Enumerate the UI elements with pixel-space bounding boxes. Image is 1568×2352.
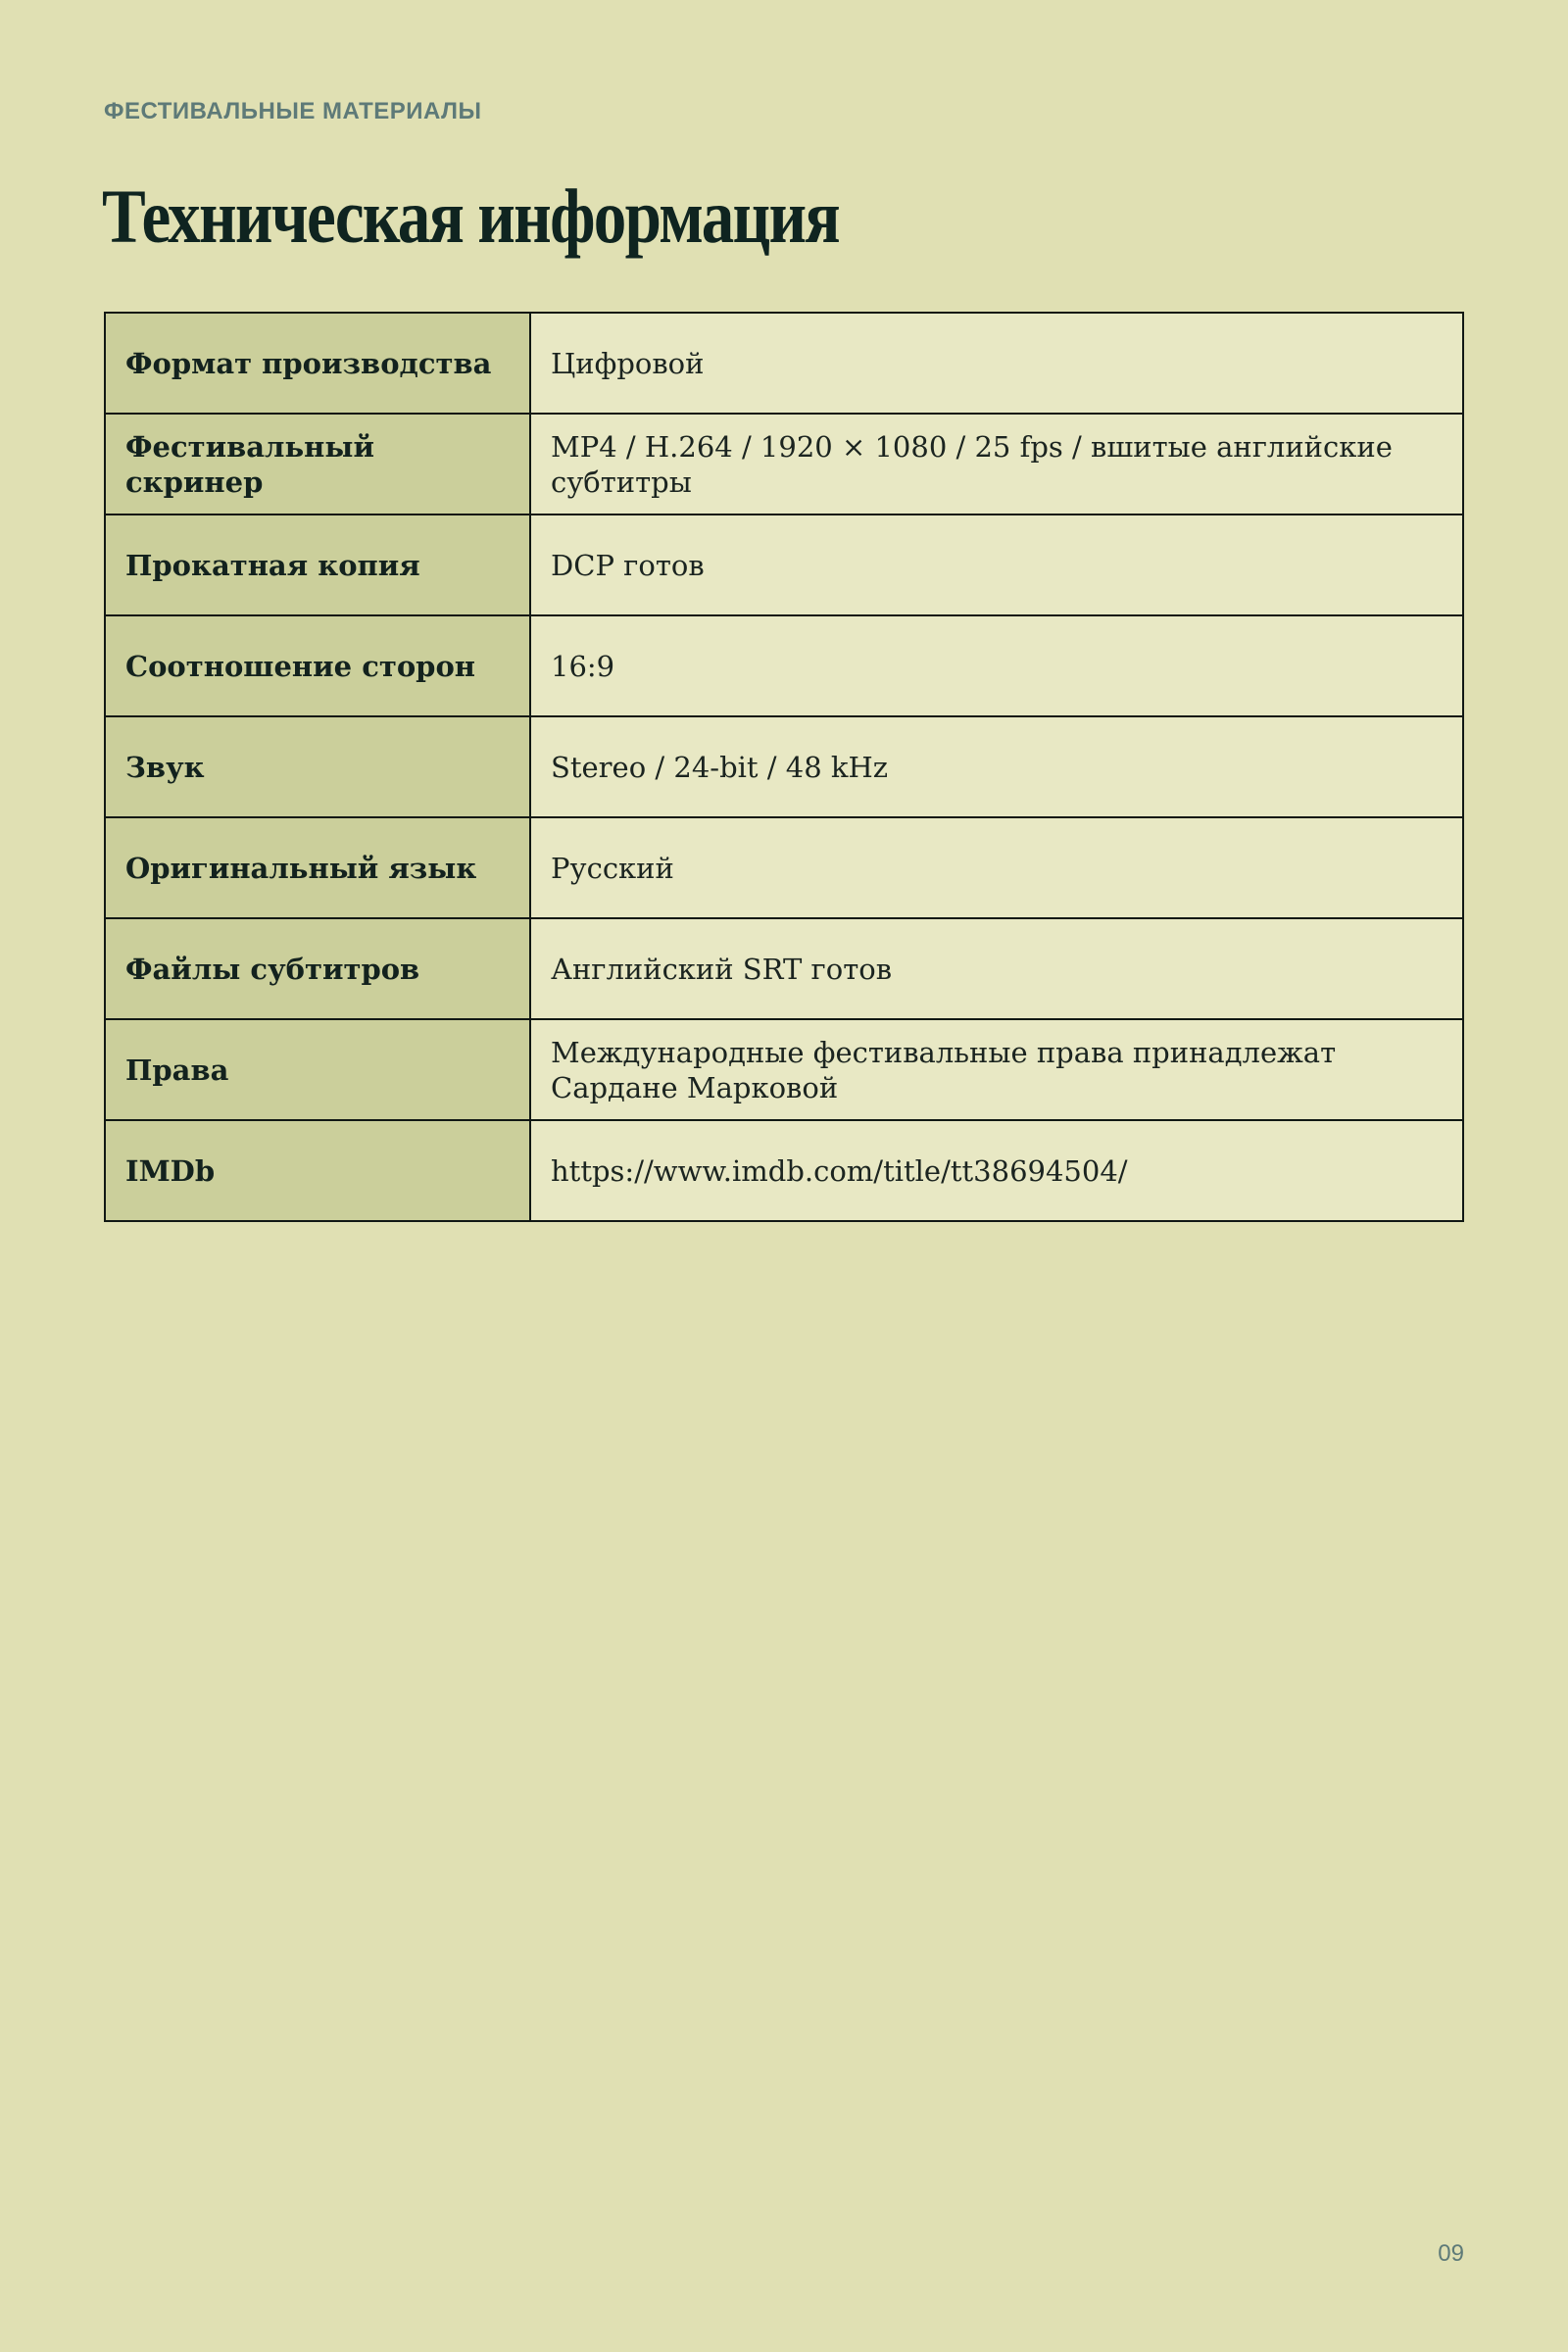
row-label: Прокатная копия [105, 514, 530, 615]
page-title: Техническая информация [102, 173, 839, 259]
row-value: Stereo / 24-bit / 48 kHz [530, 716, 1463, 817]
page-number: 09 [1438, 2240, 1464, 2267]
row-value: DCP готов [530, 514, 1463, 615]
row-label: Файлы субтитров [105, 918, 530, 1019]
table-row [105, 1120, 1463, 1221]
row-value: Цифровой [530, 313, 1463, 414]
imdb-link[interactable]: https://www.imdb.com/title/tt38694504/ [530, 1120, 1463, 1221]
row-label: Формат производства [105, 313, 530, 414]
row-label: Звук [105, 716, 530, 817]
row-label: IMDb [105, 1120, 530, 1221]
row-value: Русский [530, 817, 1463, 918]
row-value: Международные фестивальные права принадлежат Сардане Марковой [530, 1019, 1463, 1120]
table-row [105, 514, 1463, 615]
row-value: 16:9 [530, 615, 1463, 716]
table-row [105, 414, 1463, 514]
table-row [105, 716, 1463, 817]
table-row [105, 1019, 1463, 1120]
table-row [105, 918, 1463, 1019]
table-row [105, 313, 1463, 414]
row-label: Права [105, 1019, 530, 1120]
row-value: MP4 / H.264 / 1920 × 1080 / 25 fps / вшитые английские субтитры [530, 414, 1463, 514]
table-row [105, 615, 1463, 716]
row-label: Оригинальный язык [105, 817, 530, 918]
technical-info-table [104, 312, 1464, 1222]
table-row [105, 817, 1463, 918]
row-value: Английский SRT готов [530, 918, 1463, 1019]
row-label: Фестивальный скринер [105, 414, 530, 514]
row-label: Соотношение сторон [105, 615, 530, 716]
section-label: ФЕСТИВАЛЬНЫЕ МАТЕРИАЛЫ [104, 98, 482, 124]
